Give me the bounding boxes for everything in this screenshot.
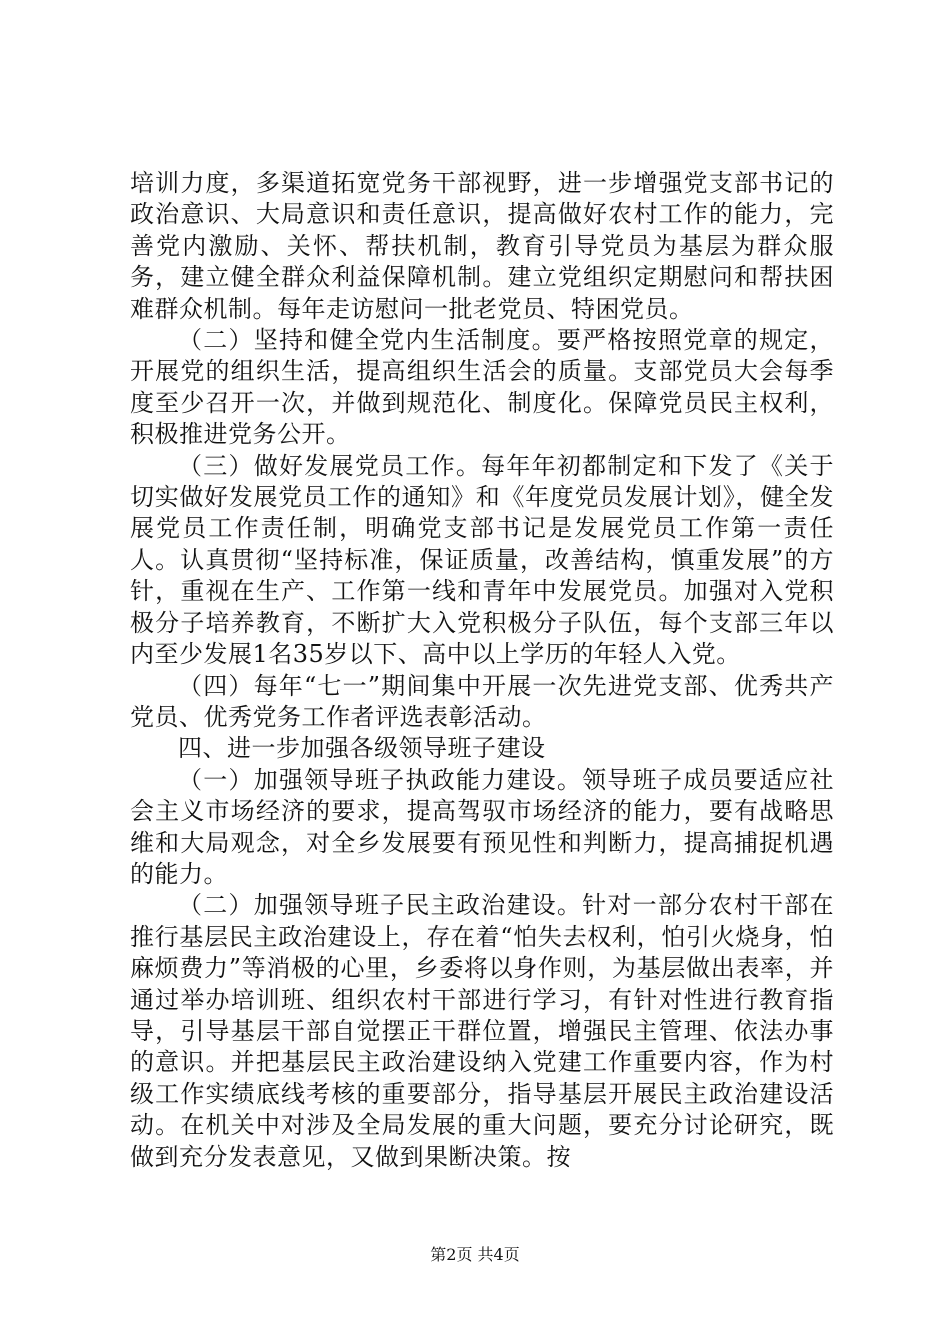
paragraph: （三）做好发展党员工作。每年年初都制定和下发了《关于切实做好发展党员工作的通知》和《年度党员发展计划》，健全发展党员工作责任制，明确党支部书记是发展党员工作第一责任人。认真贯彻“坚持标准，保证质量，改善结构，慎重发展”的方针，重视在生产、工作第一线和青年中发展党员。加强对入党积极分子培养教育，不断扩大入党积极分子队伍，每个支部三年以内至少发展1名35岁以下、高中以上学历的年轻人入党。	[130, 451, 834, 669]
paragraph: （二）加强领导班子民主政治建设。针对一部分农村干部在推行基层民主政治建设上，存在着“怕失去权利，怕引火烧身，怕麻烦费力”等消极的心里，乡委将以身作则，为基层做出表率，并通过举办培训班、组织农村干部进行学习，有针对性进行教育指导，引导基层干部自觉摆正干群位置，增强民主管理、依法办事的意识。并把基层民主政治建设纳入党建工作重要内容，作为村级工作实绩底线考核的重要部分，指导基层开展民主政治建设活动。在机关中对涉及全局发展的重大问题，要充分讨论研究，既做到充分发表意见，又做到果断决策。按	[130, 891, 834, 1171]
paragraph: （四）每年“七一”期间集中开展一次先进党支部、优秀共产党员、优秀党务工作者评选表彰活动。	[130, 671, 834, 731]
section-heading: 四、进一步加强各级领导班子建设	[178, 734, 546, 763]
page-number-label: 第2页 共4页	[430, 1245, 520, 1264]
paragraph: （二）坚持和健全党内生活制度。要严格按照党章的规定，开展党的组织生活，提高组织生活会的质量。支部党员大会每季度至少召开一次，并做到规范化、制度化。保障党员民主权利，积极推进党务公开。	[130, 326, 834, 449]
paragraph: 培训力度，多渠道拓宽党务干部视野，进一步增强党支部书记的政治意识、大局意识和责任意识，提高做好农村工作的能力，完善党内激励、关怀、帮扶机制，教育引导党员为基层为群众服务，建立健全群众利益保障机制。建立党组织定期慰问和帮扶困难群众机制。每年走访慰问一批老党员、特困党员。	[130, 169, 834, 323]
page-footer	[0, 1245, 950, 1265]
paragraph: （一）加强领导班子执政能力建设。领导班子成员要适应社会主义市场经济的要求，提高驾驭市场经济的能力，要有战略思维和大局观念，对全乡发展要有预见性和判断力，提高捕捉机遇的能力。	[130, 765, 834, 888]
document-body	[130, 168, 834, 1173]
